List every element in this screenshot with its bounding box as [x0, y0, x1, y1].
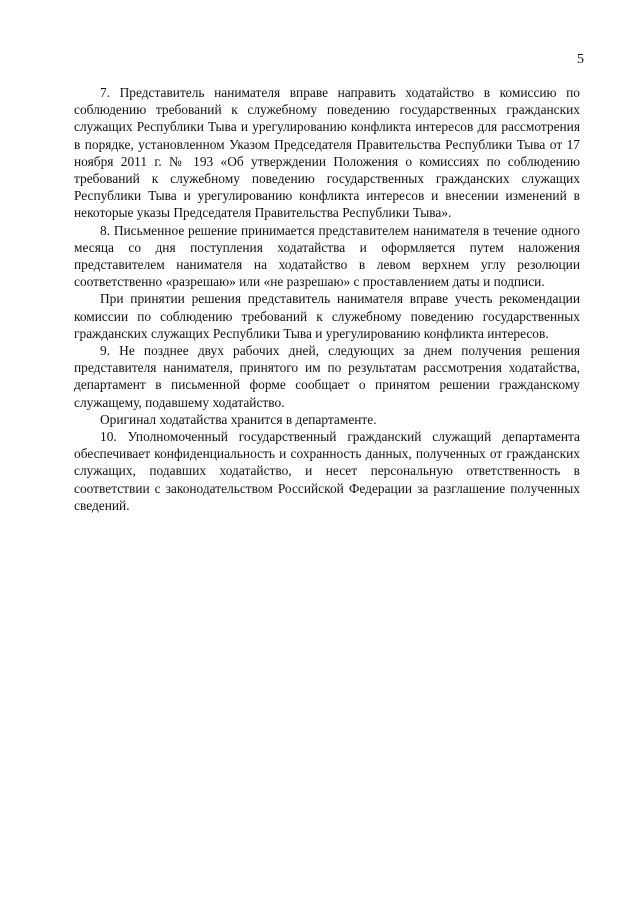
paragraph-9-continuation: Оригинал ходатайства хранится в департаменте.	[100, 411, 377, 427]
document-body	[74, 84, 580, 514]
paragraph-8: 8. Письменное решение принимается представителем нанимателя в течение одного месяца со дня поступления ходатайства и оформляется путем наложения представителем нанимателя на ходатайство в левом верхнем углу резолюции соответственно «разрешаю» или «не разрешаю» с проставлением даты и подписи.	[74, 222, 580, 290]
paragraph-7: 7. Представитель нанимателя вправе направить ходатайство в комиссию по соблюдению требований к служебному поведению государственных гражданских служащих Республики Тыва и урегулированию конфликта интересов для рассмотрения в порядке, установленном Указом Председателя Правительства Республики Тыва от 17 ноября 2011 г. № 193 «Об утверждении Положения о комиссиях по соблюдению требований к служебному поведению государственных гражданских служащих Республики Тыва и урегулированию конфликта интересов и внесении изменений в некоторые указы Председателя Правительства Республики Тыва».	[74, 85, 580, 221]
paragraph-8-continuation: При принятии решения представитель нанимателя вправе учесть рекомендации комиссии по соблюдению требований к служебному поведению государственных гражданских служащих Республики Тыва и урегулированию конфликта интересов.	[74, 291, 580, 341]
paragraph-9: 9. Не позднее двух рабочих дней, следующих за днем получения решения представителя нанимателя, принятого им по результатам рассмотрения ходатайства, департамент в письменной форме сообщает о принятом решении гражданскому служащему, подавшему ходатайство.	[74, 343, 580, 410]
page-number: 5	[577, 52, 584, 67]
paragraph-10: 10. Уполномоченный государственный гражданский служащий департамента обеспечивает конфиденциальность и сохранность данных, полученных от гражданских служащих, подавших ходатайство, и несет персональную ответственность в соответствии с законодательством Российской Федерации за разглашение полученных сведений.	[74, 429, 580, 513]
